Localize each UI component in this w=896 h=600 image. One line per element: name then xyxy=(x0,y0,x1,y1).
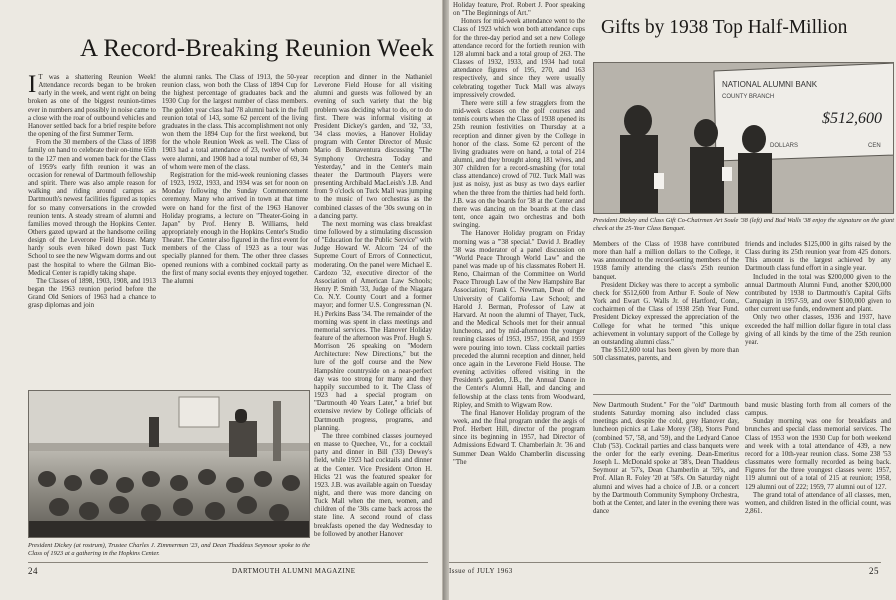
check-branch: COUNTY BRANCH xyxy=(722,94,775,100)
paragraph: The three combined classes journeyed en masse to Quechee, Vt., for a cocktail party and dinner in Bill ('33) Dewey's field, while 1923 had cocktails and dinner at the Center. Vice President Orton H. Hicks '21 was the featured speaker for 1923. J.B. was available again on Tuesday night, and there was more dancing on Tuck Mall when the men, women, and children of the '30s came back across the state line. A second round of class breakfasts opened the day Wednesday to be followed by another Hanover xyxy=(314,432,432,538)
sidebar-column-1 xyxy=(593,241,739,389)
article-column-1 xyxy=(28,74,156,388)
page-title-right: Gifts by 1938 Top Half-Million xyxy=(601,17,848,38)
article-column-5 xyxy=(745,402,891,560)
left-page xyxy=(0,0,443,600)
drop-cap: I xyxy=(28,74,37,98)
paragraph: New Dartmouth Student." For the "old" Dartmouth students Saturday morning also included class meetings and, despite the cold, grey Hanover day, luncheon picnics at Lake Morey ('38), Storrs Pond (combined '57, '58, and '59), and the Ledyard Canoe Club ('53). Cocktail parties and class banquets were the order for the early evening. Dean-Emeritus Joseph L. McDonald spoke at '38's, Dean Thaddeus Seymour at '57's, Dean Chamberlin at '59's, and Prof. Allan R. Foley '20 at '58's. On Saturday night alumni and wives had a choice of J.B. or a concert by the Dartmouth Community Symphony Orchestra, both at the Center, and later in the evening there was dance xyxy=(593,402,739,516)
paragraph: The Hanover Holiday program on Friday morning was a "'38 special." David J. Bradley '38 was moderator of a panel discussion on "World Peace Through World Law" and the panel was made up of his classmates Robert H. Reno, Chairman of the Committee on World Peace Through Law of the New Hampshire Bar Association; Frank C. Newman, Dean of the University of California Law School; and Harold J. Berman, Professor of Law at Harvard. At noon the alumni of Thayer, Tuck, and the Medical Schools met for their annual luncheons, and by mid-afternoon the younger reuning classes of 1953, 1957, 1958, and 1959 were pouring into town. Class cocktail parties preceded the alumni reception and dinner, held once again in the Leverone Field House. The evening activities offered visiting in the President's garden, J.B., the Annual Dance in the Center's Alumni Hall, and dancing and fellowship at the class tents from Woodward, Ripley, and Smith to Wigwam Row. xyxy=(453,230,585,409)
photo-caption-left: President Dickey (at rostrum), Trustee Charles J. Zimmerman '23, and Dean Thaddeus Seymour spoke to the Class of 1923 at a gathering in the Hopkins Center. xyxy=(28,542,310,557)
paragraph: The $512,600 total has been given by more than 500 classmates, parents, and xyxy=(593,347,739,363)
check-amount: $512,600 xyxy=(822,110,882,127)
photo-class-of-1923-gathering xyxy=(28,390,310,538)
check-bank-name: NATIONAL ALUMNI BANK xyxy=(722,80,818,89)
paragraph: Sunday morning was one for breakfasts and brunches and special class memorial services. The Class of 1953 won the 1930 Cup for both weekend and week with a total attendance of 439, a new record for a 10th-year reunion class. Some 238 '53 classmates were formally recorded as being back. Figures for the three youngest classes were: 1957, 119 alumni out of a total of 215 at reunion; 1958, 129 alumni out of 222; 1959, 77 alumni out of 127. xyxy=(745,418,891,491)
paragraph: Included in the total was $200,000 given to the annual Dartmouth Alumni Fund, another $200,000 contributed by 1938 to Dartmouth's Capital Gifts Campaign in 1957-59, and over $100,000 given to other current use funds, endowment and plant. xyxy=(745,273,891,314)
paragraph: The final Hanover Holiday program of the week, and the final program under the aegis of Prof. Herbert Hill, director of the program since its beginning in 1957, had Director of Admissions Edward T. Chamberlain Jr. '36 and Summer Dean Waldo Chamberlin discussing "The xyxy=(453,409,585,466)
paragraph: The Classes of 1898, 1903, 1908, and 1913 began the 1963 reunion period before the Grand Old Seniors of 1963 had a chance to grasp diplomas and join xyxy=(28,277,156,310)
paragraph: the alumni ranks. The Class of 1913, the 50-year reunion class, won both the Class of 1894 Cup for the highest percentage of graduates back and the 1930 Cup for the largest number of class members. The golden year class had 78 alumni back in the full reunion total of 143, some 62 percent of the living graduates in the class. This accomplishment not only won them the 1894 Cup for the first weekend, but for the whole Reunion Week as well. The Class of 1903 had a total attendance of 23, twelve of whom were alumni, and 1908 had a total number of 69, 34 of whom were men of the class. xyxy=(162,74,308,171)
paragraph: There were still a few stragglers from the mid-week classes on the golf courses and tennis courts when the Class of 1938 opened its 25th reunion festivities on Thursday at a reception and dinner given by the College in honor of the class. Some 62 percent of the living graduates were on hand, a total of 214 alumni, and they brought along 181 wives, and 307 children for a record-smashing (for total class attendance) crowd of 702. Tuck Mall was just as noisy, just as busy as two days earlier when the three from the thirties had held forth. J.B. was on the boards for '38 at the Center and there was dancing on the boards at the class tent, once again two orchestras and both swinging. xyxy=(453,99,585,230)
photo-illustration xyxy=(29,391,310,538)
photo-caption-right: President Dickey and Class Gift Co-Chairmen Art Soule '38 (left) and Bud Walls '38 enjoy the signature on the giant check at the 25-Year Class Banquet. xyxy=(593,217,894,232)
sidebar-column-2 xyxy=(745,241,891,389)
paragraph: band music blasting forth from all corners of the campus. xyxy=(745,402,891,418)
check-dollars: DOLLARS xyxy=(770,143,799,149)
paragraph: The grand total of attendance of all classes, men, women, and children listed in the official count, was 2,861. xyxy=(745,491,891,516)
article-column-2 xyxy=(162,74,308,388)
paragraph: Members of the Class of 1938 have contributed more than half a million dollars to the College, it was announced to the record-setting members of the 1938 family attending the class's 25th reunion banquet. xyxy=(593,241,739,281)
article-column-continued xyxy=(453,2,585,558)
paragraph: friends and includes $125,000 in gifts raised by the Class during its 25th reunion year from 425 donors. This amount is the largest achieved by any Dartmouth class fund effort in a single year. xyxy=(745,241,891,273)
footer-rule xyxy=(28,562,428,563)
paragraph: Registration for the mid-week reunioning classes of 1923, 1932, 1933, and 1934 was set for noon on Monday following the Sunday Commencement ceremony. Many who arrived in town at that time were on hand for the first of the 1963 Hanover Holiday programs, a lecture on "Theater-Going in Japan" by Prof. Henry B. Williams, held appropriately enough in the Hopkins Center's Studio Theater. The Center also figured in the first event for members of the Class of 1923 as a tour was specially planned for them. The other three classes opened reunions with a combined cocktail party as the first of many social events they enjoyed together. The alumni xyxy=(162,171,308,285)
paragraph: President Dickey was there to accept a symbolic check for $512,600 from Arthur F. Soule of New York and Ewart G. Walls Jr. of Hartford, Conn., cochairmen of the Class of 1938 25th Year Fund. President Dickey expressed the appreciation of the College for what he termed "this unique achievement in voluntary support of the College by an outstanding alumni class." xyxy=(593,281,739,346)
paragraph: Holiday feature, Prof. Robert J. Poor speaking on "The Beginnings of Art." xyxy=(453,2,585,18)
paragraph: T was a shattering Reunion Week! Attendance records began to be broken early in the week, and went right on being broken as one of the biggest reunion-times ever in numbers and possibly in noise came to a close with the roar of outbound vehicles and Hanover settled back for a brief respite before the opening of the first Summer Term. xyxy=(28,74,156,139)
paragraph: Only two other classes, 1936 and 1937, have exceeded the half million dollar figure in total class giving of all kinds by the time of the 25th reunion year. xyxy=(745,314,891,346)
issue-date: Issue of JULY 1963 xyxy=(449,568,513,575)
right-page xyxy=(449,0,896,600)
photo-illustration xyxy=(594,63,894,214)
section-divider xyxy=(593,394,891,395)
footer-rule xyxy=(449,562,881,563)
magazine-name: DARTMOUTH ALUMNI MAGAZINE xyxy=(232,568,356,575)
photo-giant-check xyxy=(593,62,894,214)
paragraph: Honors for mid-week attendance went to the Class of 1923 which won both attendance cups for the three-day period and set a new College attendance record for the fortieth reunion with 128 alumni back and a total group of 263. The Classes of 1932, 1933, and 1934 had total attendance figures of 195, 270, and 163 respectively, and since they were usually celebrating together Tuck Mall was always impressively crowded. xyxy=(453,18,585,99)
paragraph: reception and dinner in the Nathaniel Leverone Field House for all visiting alumni and guests was followed by an evening of such variety that the big problem was deciding what to do, or to do first. There was informal visiting at President Dickey's garden, and '32, '33, '34 class movies, a Hanover Holiday program with Center Director of Music Mario di Bonaventura discussing "The Symphony Orchestra Today and Yesterday," and in the Center's main theater the Dartmouth Players were presenting Archibald MacLeish's J.B. And from 9 o'clock on Tuck Mall was jumping to the music of two orchestras as the combined classes of the '30s swung on in a dancing party. xyxy=(314,74,432,220)
page-title-left: A Record-Breaking Reunion Week xyxy=(80,35,435,62)
page-number-left: 24 xyxy=(28,566,38,576)
page-number-right: 25 xyxy=(869,566,879,576)
article-column-3 xyxy=(314,74,432,560)
paragraph: The next morning was class breakfast time followed by a stimulating discussion of "Education for the Public Service" with Judge Howard W. Alcorn '24 of the Supreme Court of Errors of Connecticut, moderating. On the panel were Michael E. Cardozo '32, executive director of the Association of American Law Schools; Henry P. Smith '33, Judge of the Niagara Co. N.Y. County Court and a former mayor; and former U.S. Congressman (N. H.) Perkins Bass '34. The remainder of the morning was spent in class meetings and memorial services. The Hanover Holiday feature of the afternoon was Prof. Hugh S. Morrison '26 speaking on "Modern Architecture: New Directions," but the lure of the golf course and the New Hampshire countryside on a near-perfect day was too strong for many and they happily succumbed to it. The Class of 1923 had a special program on "Dartmouth 40 Years Later," a brief but extensive review by College officials of Dartmouth progress, programs, and planning. xyxy=(314,220,432,432)
article-column-4 xyxy=(593,402,739,560)
paragraph: From the 30 members of the Class of 1898 family on hand to celebrate their on-time 65th to the 127 men and women back for the Class of 1959's early fifth reunion it was an occasion for renewal of Dartmouth fellowship and spirit. There was also ample reason for walking and riding around campus as Dartmouth's newest facilities figured as topics for so many conversations in the crowded reunion tents. A steady stream of alumni and families moved through the Hopkins Center. Others gazed upward at the handsome ceiling design of the Leverone Field House. Many hardy souls even hiked down past Tuck School to see the new Wigwam dorms and out past the hospital to where the Gilman Bio-Medical Center is rapidly taking shape. xyxy=(28,139,156,277)
check-cen: CEN xyxy=(868,143,881,149)
